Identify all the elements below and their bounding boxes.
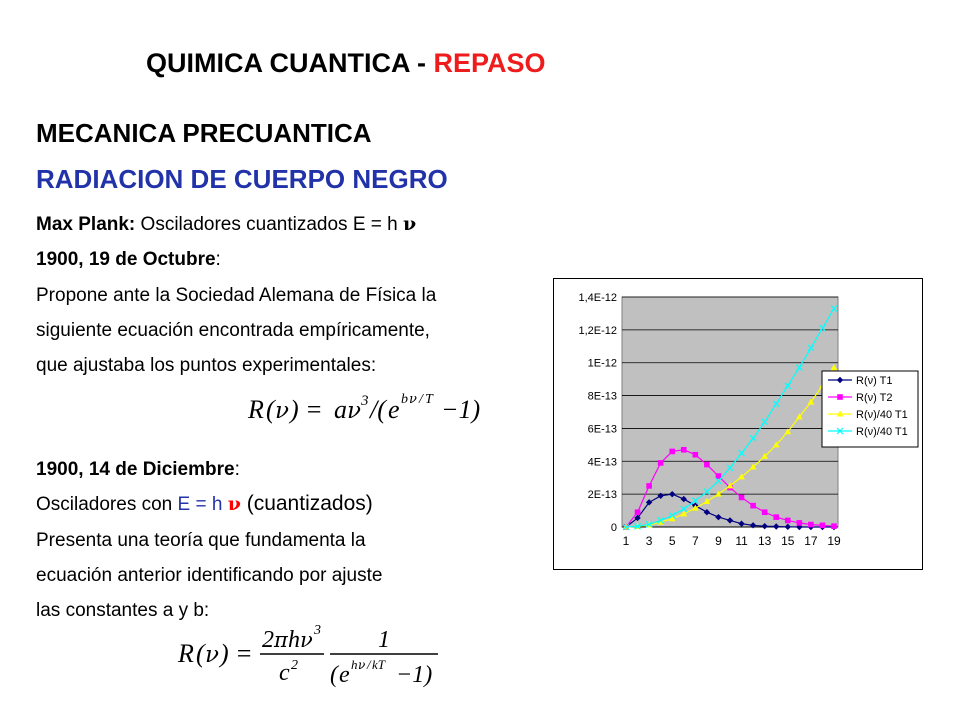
line-date-october [36, 249, 221, 271]
data-point [635, 509, 641, 515]
svg-text:ν: ν [409, 392, 417, 407]
legend-marker [837, 394, 843, 400]
svg-text:ν: ν [300, 628, 313, 652]
data-point [669, 449, 675, 455]
data-point [785, 518, 791, 524]
x-tick-label: 11 [735, 534, 748, 548]
svg-text:−1): −1) [396, 662, 433, 688]
data-point [704, 462, 710, 468]
svg-text:a: a [334, 395, 347, 424]
y-tick-label: 1,2E-12 [578, 324, 617, 337]
svg-text:h: h [351, 657, 358, 672]
svg-text:1: 1 [378, 627, 390, 653]
y-tick-label: 2E-13 [587, 489, 617, 502]
line-date-december [36, 459, 240, 481]
svg-text:R: R [248, 395, 264, 424]
svg-text:R: R [178, 639, 194, 668]
max-plank-label: Max Plank: [36, 214, 136, 235]
data-point [762, 509, 768, 515]
heading-precuantica: MECANICA PRECUANTICA [36, 118, 372, 148]
svg-text:T: T [425, 392, 433, 407]
svg-text:3: 3 [314, 623, 321, 638]
x-axis [622, 527, 841, 548]
date-december: 1900, 14 de Diciembre [36, 459, 235, 480]
svg-text:ν: ν [275, 398, 289, 424]
x-tick-label: 7 [691, 534, 699, 548]
osc-equation: E = h [177, 494, 228, 515]
data-point [658, 460, 664, 466]
x-tick-label: 1 [622, 534, 630, 548]
svg-text:/: / [367, 657, 371, 672]
svg-text:ν: ν [358, 658, 366, 672]
y-tick-label: 6E-13 [587, 423, 617, 436]
legend-label: R(ν) T1 [856, 375, 893, 387]
max-plank-text: Osciladores cuantizados E = h [135, 214, 403, 235]
svg-text:(: ( [266, 395, 275, 424]
colon: : [234, 459, 240, 480]
date-october: 1900, 19 de Octubre [36, 249, 216, 270]
data-point [693, 452, 699, 458]
data-point [750, 503, 756, 509]
y-tick-label: 4E-13 [587, 456, 617, 469]
x-tick-label: 5 [668, 534, 676, 548]
nu-symbol: ν [403, 213, 417, 235]
chart-svg [554, 279, 922, 569]
x-tick-label: 19 [827, 534, 841, 548]
x-tick-label: 13 [757, 534, 772, 548]
osc-prefix: Osciladores con [36, 494, 178, 515]
svg-text:−1): −1) [441, 395, 481, 424]
y-tick-label: 1,4E-12 [578, 292, 617, 304]
svg-text:π: π [274, 628, 288, 652]
data-point [808, 522, 814, 528]
data-point [820, 523, 826, 529]
svg-text:kT: kT [372, 657, 385, 672]
data-point [646, 483, 652, 489]
formula-planck-law [176, 620, 446, 688]
osc-suffix: (cuantizados) [240, 492, 373, 515]
x-tick-label: 15 [781, 534, 795, 548]
title-highlight: REPASO [433, 48, 546, 78]
line-propone-2: siguiente ecuación encontrada empíricamente, [36, 320, 430, 341]
x-tick-label: 9 [715, 534, 722, 548]
line-presenta-2: ecuación anterior identificando por ajuste [36, 565, 383, 586]
line-propone-1: Propone ante la Sociedad Alemana de Física la [36, 285, 437, 306]
chart-legend [822, 371, 918, 447]
svg-text:(: ( [196, 639, 205, 668]
svg-text:h: h [288, 627, 300, 653]
slide-title [146, 48, 546, 79]
y-axis [578, 292, 617, 534]
svg-text:e: e [388, 395, 400, 424]
data-point [773, 514, 779, 520]
nu-symbol-red: ν [227, 493, 241, 515]
svg-text:ν: ν [205, 642, 219, 668]
colon: : [215, 249, 221, 270]
legend-label: R(ν) T2 [856, 392, 893, 404]
y-tick-label: 8E-13 [587, 390, 617, 403]
line-max-plank [36, 213, 416, 236]
data-point [739, 495, 745, 501]
svg-text:b: b [401, 392, 408, 407]
svg-text:ν: ν [347, 398, 361, 424]
plot-area [622, 297, 838, 527]
data-point [681, 447, 687, 453]
line-propone-3: que ajustaba los puntos experimentales: [36, 355, 377, 376]
heading-cuerpo-negro: RADIACION DE CUERPO NEGRO [36, 164, 448, 194]
legend-label: R(ν)/40 T1 [856, 426, 908, 438]
svg-text:3: 3 [361, 393, 369, 409]
x-tick-label: 3 [645, 534, 653, 548]
svg-text:2: 2 [291, 658, 298, 673]
svg-text:/: / [419, 392, 423, 407]
svg-text:) =: ) = [290, 395, 323, 424]
line-osciladores [36, 492, 373, 516]
line-presenta-3: las constantes a y b: [36, 600, 210, 621]
svg-text:/(: /( [370, 395, 386, 424]
title-main: QUIMICA CUANTICA - [146, 48, 434, 78]
line-presenta-1: Presenta una teoría que fundamenta la [36, 530, 366, 551]
svg-text:) =: ) = [220, 639, 253, 668]
data-point [831, 523, 837, 529]
svg-text:2: 2 [262, 627, 274, 653]
legend-label: R(ν)/40 T1 [856, 409, 908, 421]
svg-text:e: e [339, 662, 350, 688]
chart-radiance [553, 278, 923, 570]
y-tick-label: 1E-12 [587, 357, 617, 370]
svg-text:(: ( [330, 662, 338, 688]
formula-wien-planck-empirical [246, 388, 486, 430]
svg-text:c: c [279, 660, 290, 686]
x-tick-label: 17 [804, 534, 818, 548]
y-tick-label: 0 [610, 522, 617, 534]
data-point [797, 520, 803, 526]
